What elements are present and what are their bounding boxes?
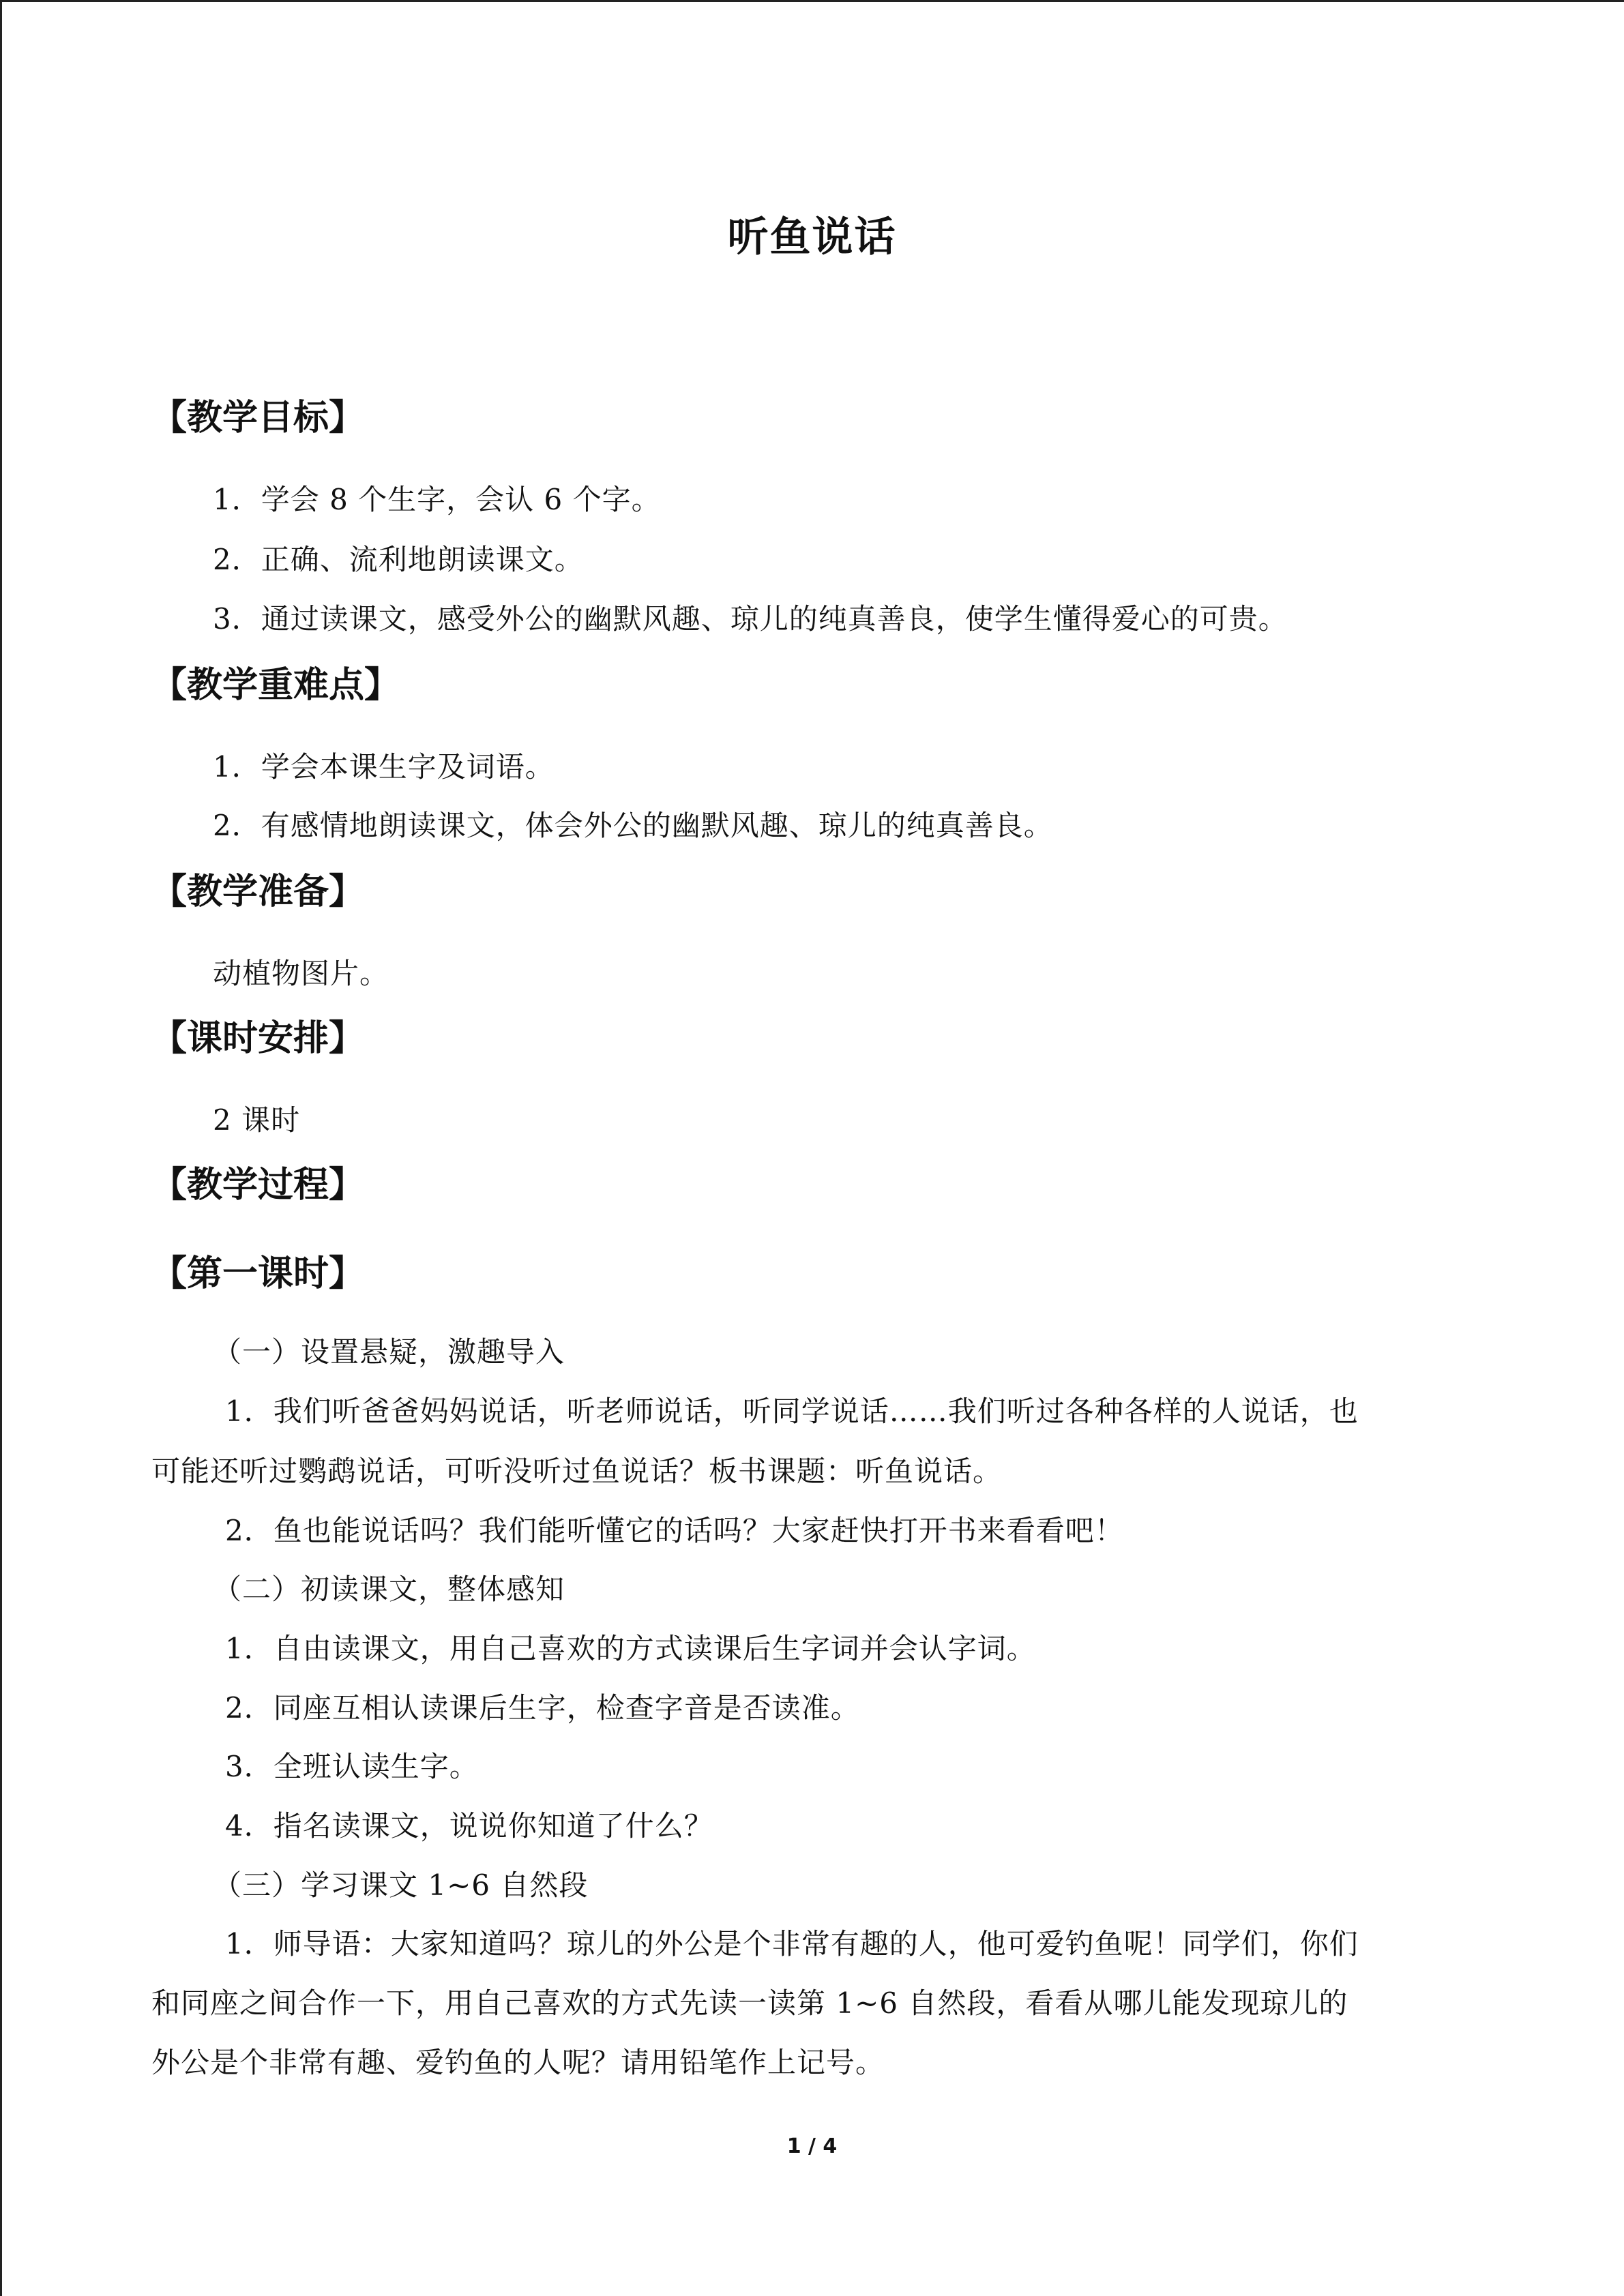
schedule-item: 2 课时: [213, 1103, 301, 1137]
lesson-line: 外公是个非常有趣、爱钓鱼的人呢？请用铅笔作上记号。: [151, 2046, 885, 2079]
difficulty-item-1: 1．学会本课生字及词语。: [213, 750, 555, 784]
heading-preparation: 【教学准备】: [151, 871, 365, 912]
heading-key-difficulties: 【教学重难点】: [151, 665, 400, 706]
lesson-line: 可能还听过鹦鹉说话，可听没听过鱼说话？板书课题：听鱼说话。: [151, 1455, 1003, 1488]
lesson-line: 2．同座互相认读课后生字，检查字音是否读准。: [225, 1691, 860, 1725]
lesson-line: 4．指名读课文，说说你知道了什么？: [225, 1809, 713, 1843]
page-title: 听鱼说话: [727, 213, 897, 261]
heading-first-lesson: 【第一课时】: [151, 1253, 365, 1294]
lesson-line: 1．自由读课文，用自己喜欢的方式读课后生字词并会认字词。: [225, 1632, 1036, 1665]
step-heading-3: （三）学习课文 1~6 自然段: [213, 1868, 589, 1902]
lesson-line: 和同座之间合作一下，用自己喜欢的方式先读一读第 1~6 自然段，看看从哪儿能发现琼儿的: [151, 1986, 1348, 2020]
step-heading-2: （二）初读课文，整体感知: [213, 1572, 565, 1606]
heading-teaching-goals: 【教学目标】: [151, 398, 365, 438]
difficulty-item-2: 2．有感情地朗读课文，体会外公的幽默风趣、琼儿的纯真善良。: [213, 809, 1053, 842]
preparation-item: 动植物图片。: [213, 957, 389, 990]
lesson-line: 2．鱼也能说话吗？我们能听懂它的话吗？大家赶快打开书来看看吧！: [225, 1514, 1124, 1547]
goal-item-1: 1．学会 8 个生字，会认 6 个字。: [213, 483, 661, 516]
lesson-line: 1．我们听爸爸妈妈说话，听老师说话，听同学说话……我们听过各种各样的人说话，也: [225, 1395, 1359, 1428]
lesson-line: 3．全班认读生字。: [225, 1750, 479, 1783]
heading-schedule: 【课时安排】: [151, 1018, 365, 1059]
step-heading-1: （一）设置悬疑，激趣导入: [213, 1335, 565, 1369]
heading-process: 【教学过程】: [151, 1165, 365, 1206]
goal-item-3: 3．通过读课文，感受外公的幽默风趣、琼儿的纯真善良，使学生懂得爱心的可贵。: [213, 602, 1288, 636]
goal-item-2: 2．正确、流利地朗读课文。: [213, 543, 584, 576]
page-number: 1 / 4: [786, 2134, 838, 2158]
lesson-line: 1．师导语：大家知道吗？琼儿的外公是个非常有趣的人，他可爱钓鱼呢！同学们，你们: [225, 1927, 1359, 1960]
